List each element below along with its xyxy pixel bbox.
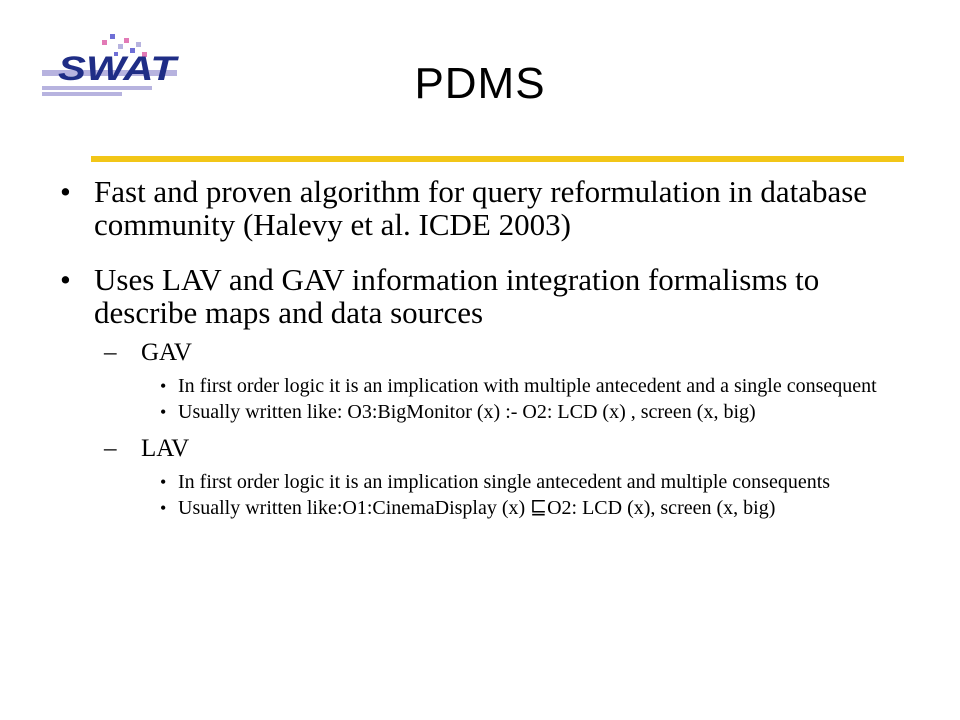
- bullet-marker: •: [60, 262, 71, 297]
- item-text: In first order logic it is an implication with multiple antecedent and a single consequent: [178, 375, 877, 397]
- subsection-lav: [60, 435, 910, 463]
- subsection-label: LAV: [141, 435, 190, 462]
- title-underline: [91, 156, 904, 162]
- dash-marker: –: [104, 339, 117, 366]
- subsection-gav: [60, 339, 910, 367]
- bullet-query-reformulation: [60, 175, 910, 241]
- dash-marker: –: [104, 435, 117, 462]
- gav-item: [60, 401, 910, 423]
- bullet-text: Fast and proven algorithm for query reformulation in database community (Halevy et al. ICDE 2003): [94, 174, 868, 242]
- item-text: Usually written like:O1:CinemaDisplay (x) ⊑O2: LCD (x), screen (x, big): [178, 497, 776, 519]
- gav-item: [60, 375, 910, 397]
- bullet-marker: •: [160, 402, 167, 422]
- bullet-lav-gav: [60, 263, 910, 329]
- slide-title: PDMS: [414, 59, 546, 108]
- logo-text: SWAT: [58, 50, 180, 88]
- item-text: In first order logic it is an implication single antecedent and multiple consequents: [178, 471, 831, 493]
- slide-body: [60, 175, 910, 531]
- bullet-text: Uses LAV and GAV information integration formalisms to describe maps and data sources: [94, 262, 820, 330]
- bullet-marker: •: [160, 472, 167, 492]
- subsection-label: GAV: [141, 339, 192, 366]
- item-text: Usually written like: O3:BigMonitor (x) :- O2: LCD (x) , screen (x, big): [178, 401, 756, 423]
- bullet-marker: •: [160, 498, 167, 518]
- lav-item: [60, 497, 910, 519]
- lav-item: [60, 471, 910, 493]
- bullet-marker: •: [160, 376, 167, 396]
- bullet-marker: •: [60, 174, 71, 209]
